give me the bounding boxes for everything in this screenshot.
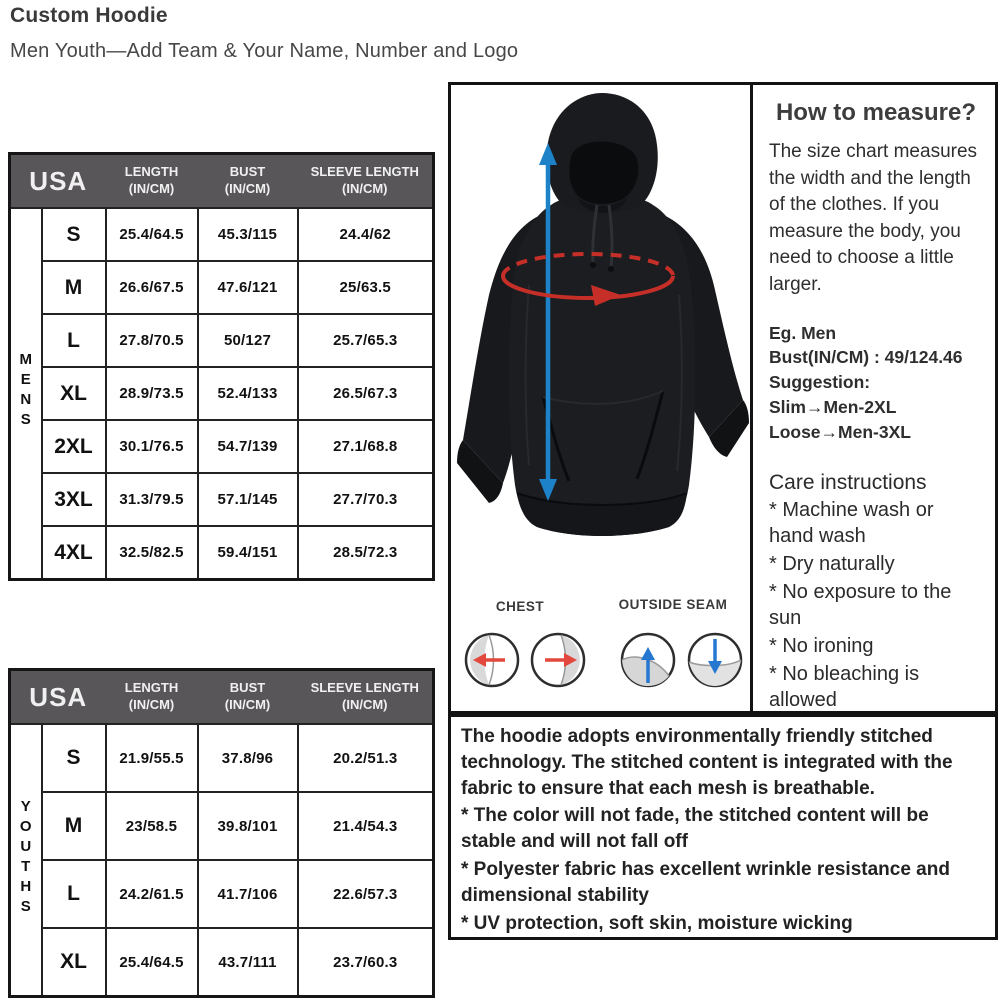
description-paragraph: * Polyester fabric has excellent wrinkle resistance and dimensional stability [461,859,950,906]
sizing-example-block [769,321,983,445]
measurement-value: 50/127 [198,314,298,367]
hoodie-product-image [451,85,753,605]
measurement-value: 32.5/82.5 [106,526,198,580]
size-row [10,724,434,792]
measurement-value: 25.4/64.5 [106,208,198,261]
page-subtitle: Men Youth—Add Team & Your Name, Number and Logo [10,40,519,62]
size-row [10,526,434,580]
measurement-value: 28.9/73.5 [106,367,198,420]
size-row [10,314,434,367]
sizing-example-line: Eg. Men [769,322,837,343]
measure-panel [448,82,998,714]
size-label: 4XL [42,526,106,580]
measurement-value: 45.3/115 [198,208,298,261]
measurement-value: 39.8/101 [198,792,298,860]
how-to-measure-text: The size chart measures the width and the length of the clothes. If you measure the body, you need to choose a little larger. [769,141,978,295]
measurement-value: 26.6/67.5 [106,261,198,314]
measurement-value: 27.7/70.3 [298,473,434,526]
page-title: Custom Hoodie [10,4,168,27]
care-instructions-list [769,497,983,711]
measurement-value: 23.7/60.3 [298,928,434,997]
measurement-value: 26.5/67.3 [298,367,434,420]
measurement-value: 52.4/133 [198,367,298,420]
measurement-value: 21.9/55.5 [106,724,198,792]
measurement-value: 31.3/79.5 [106,473,198,526]
hoodie-image-cell [451,85,753,711]
size-label: L [42,314,106,367]
length-column-header [106,154,198,209]
size-label: S [42,208,106,261]
description-paragraph: * The color will not fade, the stitched content will be stable and will not fall off [461,805,929,853]
measurement-value: 25/63.5 [298,261,434,314]
mens-size-table [8,152,435,581]
measurement-value: 21.4/54.3 [298,792,434,860]
sizing-example-line: Slim→Men-2XL [769,397,897,418]
description-paragraph: * UV protection, soft skin, moisture wicking [461,912,853,934]
column-unit: (IN/CM) [128,697,175,712]
seam-down-arrow-icon [686,631,744,689]
care-instruction: * Dry naturally [769,552,895,575]
size-label: XL [42,367,106,420]
care-instruction: * No bleaching is allowed [769,662,920,711]
size-row [10,261,434,314]
size-row [10,860,434,928]
care-instruction: * No ironing [769,634,874,657]
measurement-value: 57.1/145 [198,473,298,526]
youths-table-header [10,670,434,725]
column-unit: (IN/CM) [224,697,271,712]
sizing-example-line: Bust(IN/CM) : 49/124.46 [769,347,963,368]
measurement-value: 24.4/62 [298,208,434,261]
care-instruction: * No exposure to the sun [769,580,952,629]
bust-column-header [198,154,298,209]
size-row [10,420,434,473]
measurement-value: 37.8/96 [198,724,298,792]
column-title: LENGTH [124,164,179,180]
column-unit: (IN/CM) [224,181,271,196]
measurement-value: 27.1/68.8 [298,420,434,473]
sleeve-column-header [298,154,434,209]
group-label-text: MENS [17,351,35,431]
fabric-width-left-arrow-icon [463,631,521,689]
measurement-value: 30.1/76.5 [106,420,198,473]
measurement-value: 41.7/106 [198,860,298,928]
measurement-value: 25.7/65.3 [298,314,434,367]
chest-label: CHEST [495,599,545,614]
measurement-value: 59.4/151 [198,526,298,580]
outside-seam-label: OUTSIDE SEAM [618,597,728,612]
how-to-measure-section [753,85,995,711]
measurement-value: 47.6/121 [198,261,298,314]
column-unit: (IN/CM) [128,181,175,196]
measurement-value: 43.7/111 [198,928,298,997]
hoodie-body [509,195,696,537]
size-label: 2XL [42,420,106,473]
size-label: S [42,724,106,792]
product-description-box [448,714,998,940]
description-paragraph: The hoodie adopts environmentally friendly stitched technology. The stitched content is integrated with the fabric to ensure that each mesh is breathable. [461,726,953,799]
size-row [10,473,434,526]
column-unit: (IN/CM) [342,697,388,712]
size-row [10,208,434,261]
size-label: M [42,261,106,314]
group-label [10,724,42,997]
size-label: L [42,860,106,928]
measurement-value: 20.2/51.3 [298,724,434,792]
measurement-value: 24.2/61.5 [106,860,198,928]
column-title: SLEEVE LENGTH [310,680,419,696]
size-row [10,367,434,420]
length-column-header [106,670,198,725]
measurement-value: 28.5/72.3 [298,526,434,580]
how-to-measure-heading: How to measure? [775,99,977,126]
column-title: LENGTH [124,680,179,696]
size-label: M [42,792,106,860]
usa-region-header: USA [10,154,106,209]
bust-column-header [198,670,298,725]
size-row [10,928,434,997]
measurement-value: 54.7/139 [198,420,298,473]
column-title: SLEEVE LENGTH [310,164,419,180]
header-row [10,154,434,209]
column-title: BUST [229,680,266,696]
size-row [10,792,434,860]
youths-size-table [8,668,435,998]
usa-region-header: USA [10,670,106,725]
group-label-text: YOUTHS [17,797,35,918]
column-title: BUST [229,164,266,180]
measurement-value: 27.8/70.5 [106,314,198,367]
header-row [10,670,434,725]
fabric-width-right-arrow-icon [529,631,587,689]
size-label: XL [42,928,106,997]
sleeve-column-header [298,670,434,725]
measurement-value: 25.4/64.5 [106,928,198,997]
mens-table-header [10,154,434,209]
care-instructions-heading: Care instructions [769,470,927,494]
care-instruction: * Machine wash or hand wash [769,498,934,547]
measurement-value: 22.6/57.3 [298,860,434,928]
column-unit: (IN/CM) [342,181,388,196]
measurement-value: 23/58.5 [106,792,198,860]
group-label [10,208,42,580]
sizing-example-line: Loose→Men-3XL [769,421,911,442]
size-label: 3XL [42,473,106,526]
sizing-example-line: Suggestion: [769,372,871,393]
seam-up-arrow-icon [619,631,677,689]
